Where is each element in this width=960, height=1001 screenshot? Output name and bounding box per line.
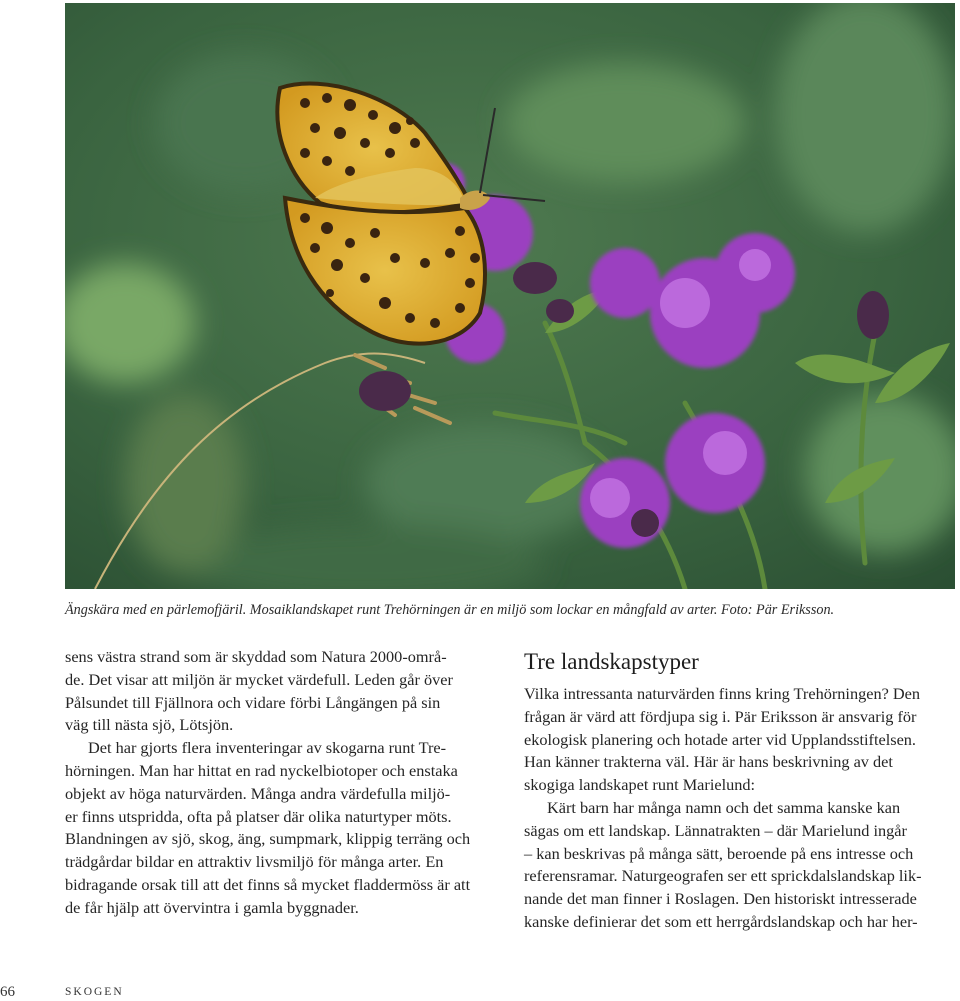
- photo-caption: Ängskära med en pärlemofjäril. Mosaiklandskapet runt Trehörningen är en miljö som lockar en mångfald av arter. Foto: Pär Eriksson.: [65, 602, 835, 618]
- text-line: hörningen. Man har hittat en rad nyckelbiotoper och enstaka: [65, 760, 458, 780]
- section-label: SKOGEN: [65, 986, 124, 998]
- text-line: bidragande orsak till att det finns så mycket fladdermöss är att: [65, 874, 471, 894]
- text-line: sens västra strand som är skyddad som Natura 2000-områ-: [65, 647, 447, 666]
- text-line: Han känner trakterna väl. Här är hans beskrivning av det: [524, 752, 893, 772]
- text-line: Blandningen av sjö, skog, äng, sumpmark, klippig terräng och: [65, 829, 471, 849]
- text-line: Pålsundet till Fjällnora och vidare förbi Långängen på sin: [65, 692, 441, 712]
- text-line: trädgårdar bildar en attraktiv livsmiljö för många arter. En: [65, 852, 444, 872]
- text-line: de får hjälp att övervintra i gamla byggnader.: [65, 897, 359, 917]
- text-line: frågan är värd att fördjupa sig i. Pär Eriksson är ansvarig för: [524, 706, 917, 726]
- text-line: objekt av höga naturvärden. Många andra värdefulla miljö-: [65, 783, 451, 803]
- text-line: referensramar. Naturgeografen ser ett sprickdalslandskap lik-: [524, 866, 922, 886]
- text-line: Kärt barn har många namn och det samma kanske kan: [547, 797, 901, 817]
- text-line: nande det man finner i Roslagen. Den historiskt intresserade: [524, 889, 917, 909]
- left-column: [65, 646, 495, 920]
- text-line: er finns utspridda, ofta på platser där olika naturtyper möts.: [65, 806, 452, 826]
- text-line: Vilka intressanta naturvärden finns kring Trehörningen? Den: [524, 684, 921, 703]
- text-line: – kan beskrivas på många sätt, beroende på ens intresse och: [524, 843, 914, 863]
- text-line: skogiga landskapet runt Marielund:: [524, 775, 756, 795]
- butterfly-photo: [65, 3, 955, 589]
- text-line: Det har gjorts flera inventeringar av skogarna runt Tre-: [88, 738, 447, 758]
- text-line: kanske definierar det som ett herrgårdslandskap och har her-: [524, 911, 918, 931]
- text-line: ekologisk planering och hotade arter vid Upplandsstiftelsen.: [524, 729, 917, 749]
- right-column: [524, 648, 954, 934]
- text-line: sägas om ett landskap. Lännatrakten – där Marielund ingår: [524, 820, 907, 840]
- text-line: de. Det visar att miljön är mycket värdefull. Leden går över: [65, 669, 453, 689]
- page-footer: [0, 984, 960, 1001]
- page-number: 66: [0, 984, 15, 1000]
- text-line: väg till nästa sjö, Lötsjön.: [65, 715, 234, 735]
- section-heading: Tre landskapstyper: [524, 649, 699, 674]
